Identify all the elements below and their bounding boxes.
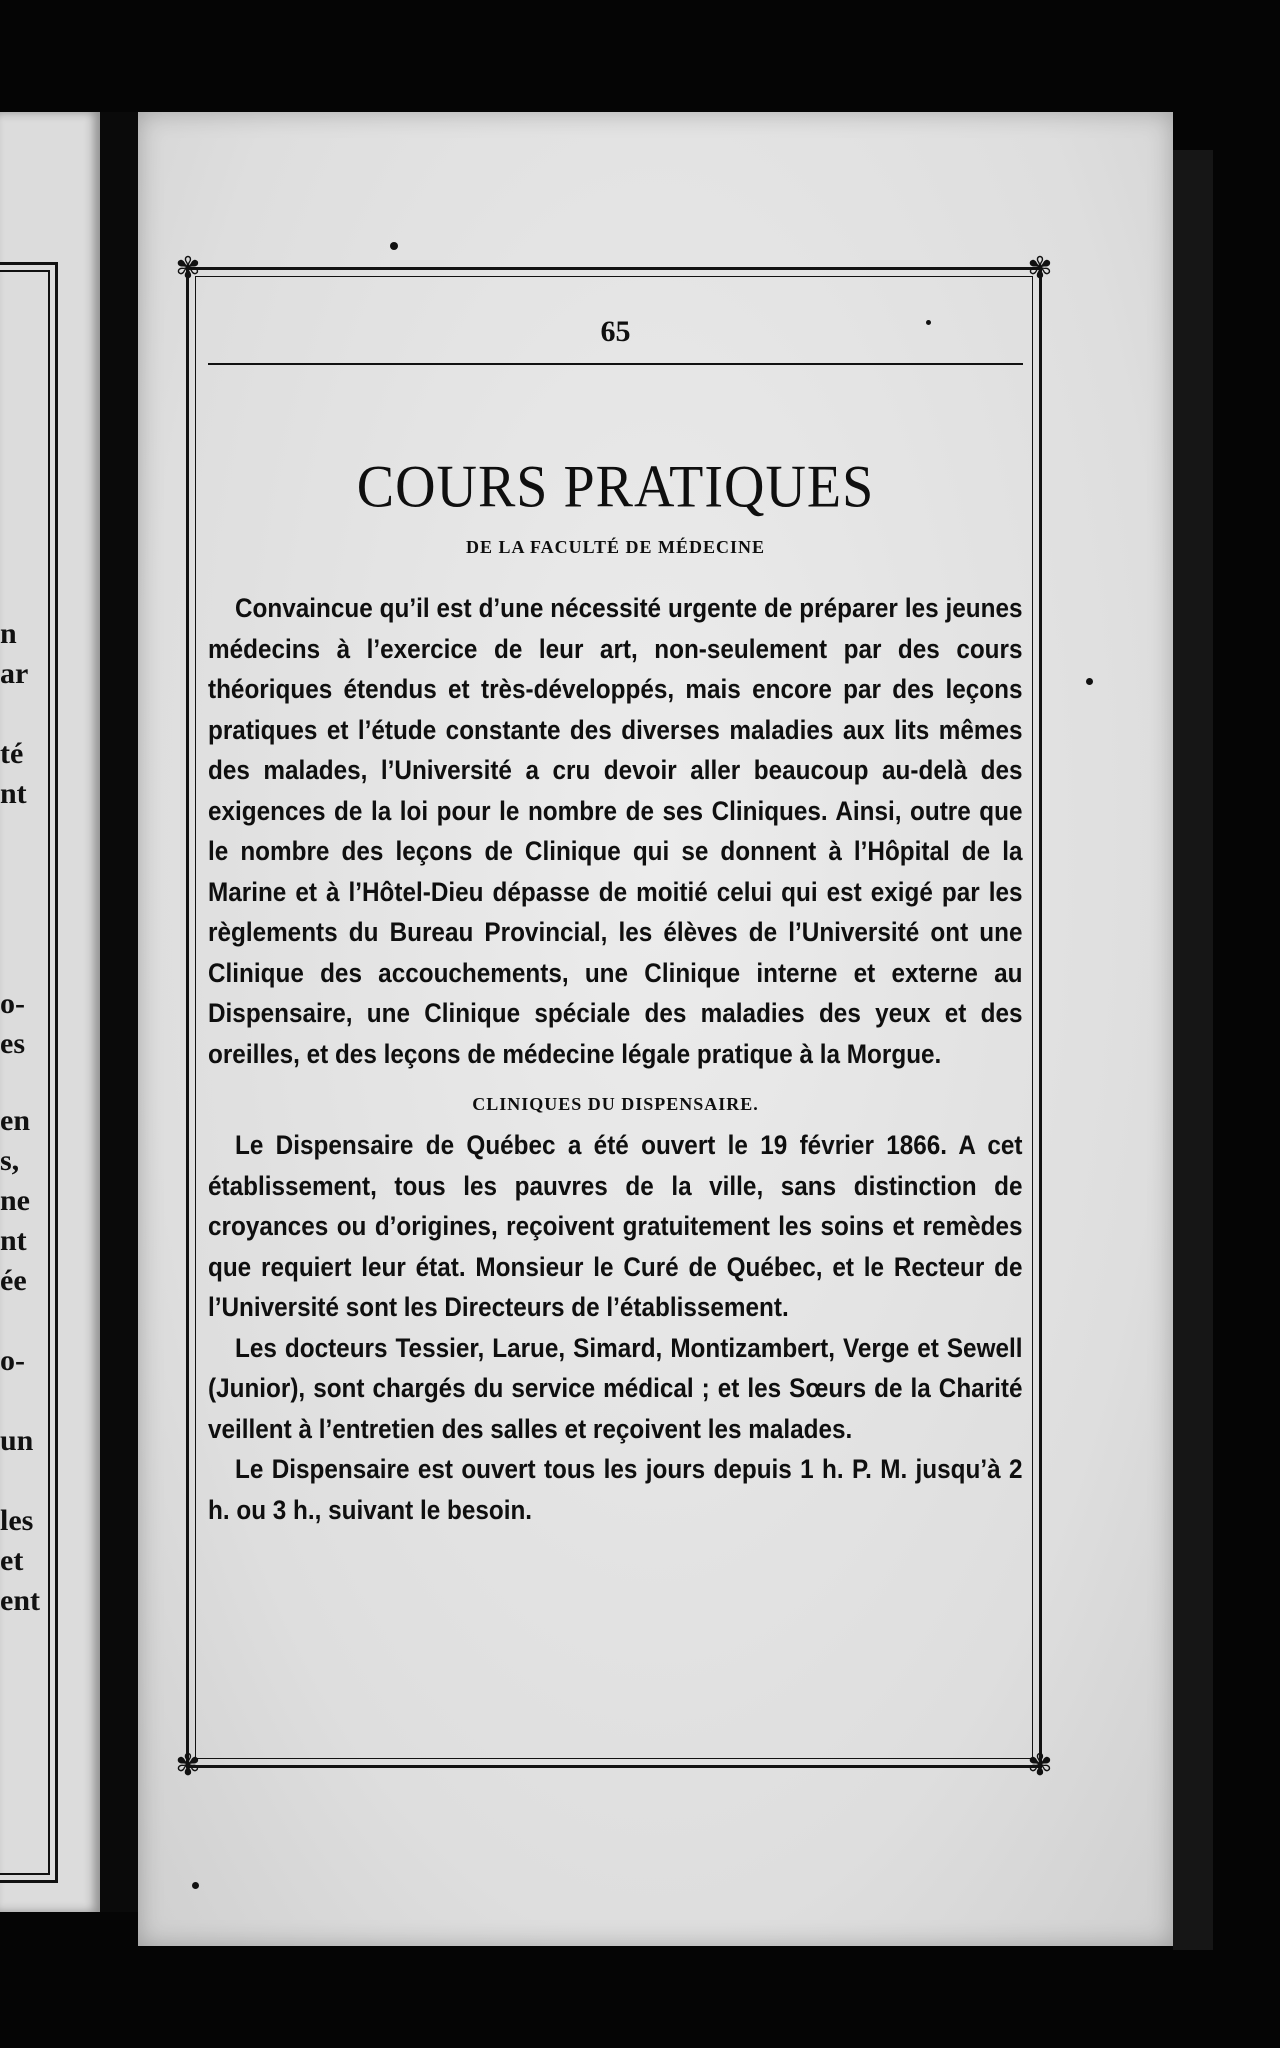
ink-speck — [390, 242, 398, 250]
section-paragraph: Les docteurs Tessier, Larue, Simard, Montizambert, Verge et Sewell (Junior), sont chargés du service médical ; et les Sœurs de la Charité veillent à l’entretien des salles et reçoivent les malades. — [208, 1332, 1023, 1444]
line-fragment: es — [0, 1027, 25, 1060]
section-heading: CLINIQUES DU DISPENSAIRE. — [472, 1094, 759, 1114]
line-fragment: en — [0, 1104, 30, 1137]
line-fragment: o- — [0, 987, 25, 1020]
line-fragment: o- — [0, 1344, 25, 1377]
line-fragment: ar — [0, 657, 29, 690]
line-fragment: les — [0, 1504, 34, 1537]
book-page — [138, 112, 1173, 1946]
line-fragment: n — [0, 617, 17, 650]
header-rule — [208, 363, 1023, 365]
line-fragment: nt — [0, 777, 27, 810]
intro-paragraph: Convaincue qu’il est d’une nécessité urgente de préparer les jeunes médecins à l’exercice de leur art, non-seulement par des cours théoriques étendus et très-développés, mais encore par des leçons pratiques et l’étude constante des diverses maladies aux lits mêmes des malades, l’Université a cru devoir aller beaucoup au-delà des exigences de la loi pour le nombre de ses Cliniques. Ainsi, outre que le nombre des leçons de Clinique qui se donnent à l’Hôpital de la Marine et à l’Hôtel-Dieu dépasse de moitié celui qui est exigé par les règlements du Bureau Provincial, les élèves de l’Université ont une Clinique des accouchements, une Clinique interne et externe au Dispensaire, une Clinique spéciale des maladies des yeux et des oreilles, et des leçons de médecine légale pratique à la Morgue. — [208, 593, 1023, 1069]
line-fragment: té — [0, 737, 24, 770]
line-fragment: ée — [0, 1264, 27, 1297]
section-paragraph: Le Dispensaire de Québec a été ouvert le 19 février 1866. A cet établissement, tous les pauvres de la ville, sans distinction de croyances ou d’origines, reçoivent gratuitement les soins et remèdes que requiert leur état. Monsieur le Curé de Québec, et le Recteur de l’Université sont les Directeurs de l’établissement. — [208, 1130, 1023, 1322]
line-fragment: un — [0, 1424, 34, 1457]
page-number: 65 — [600, 315, 631, 348]
corner-ornament-icon: ✾ — [175, 252, 201, 285]
corner-ornament-icon: ✾ — [175, 1749, 201, 1782]
line-fragment: s, — [0, 1144, 20, 1177]
previous-page-fragment — [0, 112, 100, 1912]
line-fragment: ent — [0, 1584, 40, 1617]
ink-speck — [192, 1882, 199, 1889]
section-paragraph: Le Dispensaire est ouvert tous les jours depuis 1 h. P. M. jusqu’à 2 h. ou 3 h., suivant le besoin. — [208, 1454, 1023, 1525]
line-fragment: nt — [0, 1224, 27, 1257]
corner-ornament-icon: ✾ — [1027, 252, 1053, 285]
ink-speck — [1086, 678, 1093, 685]
page-subtitle: DE LA FACULTÉ DE MÉDECINE — [465, 537, 766, 557]
page-content — [208, 287, 1023, 1530]
book-edge-shadow — [1173, 150, 1213, 1950]
line-fragment: ne — [0, 1184, 30, 1217]
corner-ornament-icon: ✾ — [1027, 1749, 1053, 1782]
page-title: COURS PRATIQUES — [356, 453, 875, 521]
ink-speck — [926, 320, 931, 325]
previous-page-text — [0, 112, 100, 1912]
book-gutter — [100, 112, 138, 1912]
line-fragment: et — [0, 1544, 24, 1577]
